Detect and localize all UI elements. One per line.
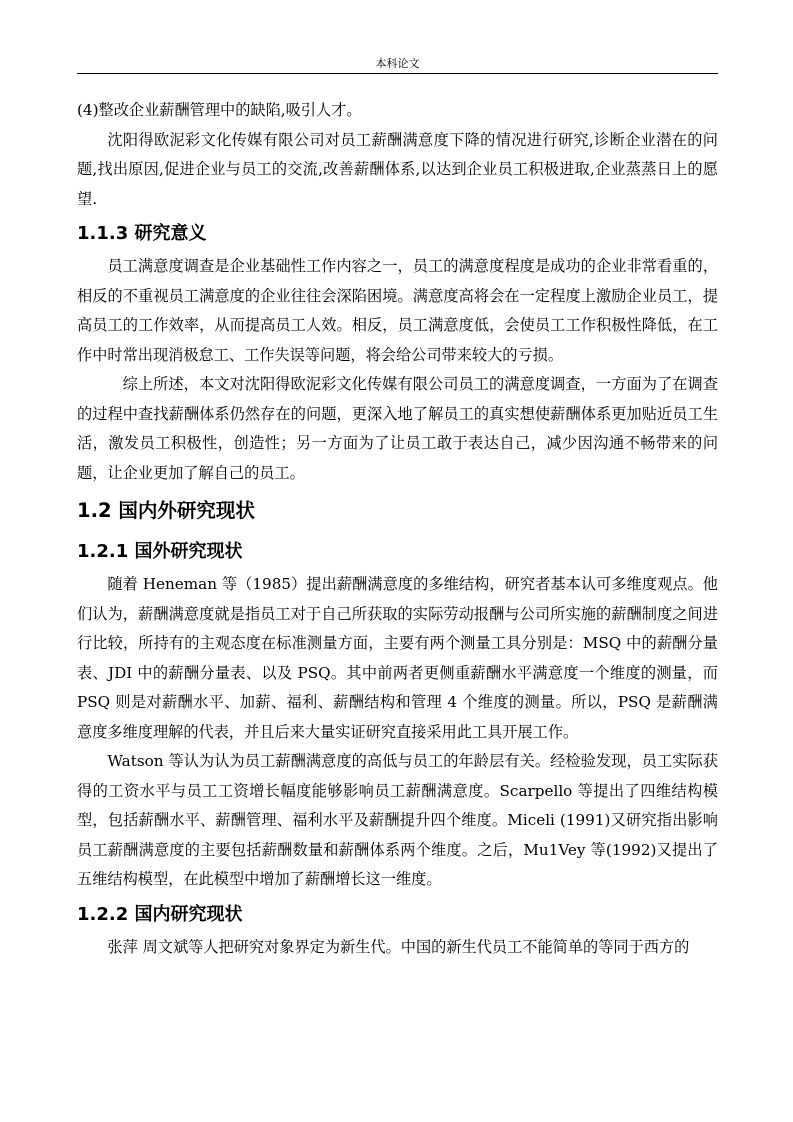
paragraph-domestic-research: 张萍 周文斌等人把研究对象界定为新生代。中国的新生代员工不能简单的等同于西方的 bbox=[107, 937, 690, 956]
paragraph-item-4: (4)整改企业薪酬管理中的缺陷,吸引人才。 bbox=[77, 101, 362, 119]
heading-1-2-1: 1.2.1 国外研究现状 bbox=[77, 541, 243, 562]
header-rule bbox=[77, 73, 718, 74]
page-header: 本科论文 bbox=[375, 57, 420, 70]
paragraph-foreign-research-1: 随着 Heneman 等（1985）提出薪酬满意度的多维结构，研究者基本认可多维度观点。他们认为，薪酬满意度就是指员工对于自己所获取的实际劳动报酬与公司所实施的薪酬制度之间进行比较，所持有的主观态度在标准测量方面，主要有两个测量工具分别是：MSQ 中的薪酬分量表、JDI 中的薪酬分量表、以及 PSQ。其中前两者更侧重薪酬水平满意度一个维度的测量，而 PSQ 则是对薪酬水平、加薪、福利、薪酬结构和管理 4 个维度的测量。所以，PSQ 是薪酬满意度多维度理解的代表，并且后来大量实证研究直接采用此工具开展工作。 bbox=[77, 575, 718, 741]
heading-1-1-3: 1.1.3 研究意义 bbox=[77, 223, 207, 244]
paragraph-research-purpose: 沈阳得欧泥彩文化传媒有限公司对员工薪酬满意度下降的情况进行研究,诊断企业潜在的问题,找出原因,促进企业与员工的交流,改善薪酬体系,以达到企业员工积极进取,企业蒸蒸日上的愿望. bbox=[77, 130, 718, 208]
heading-1-2: 1.2 国内外研究现状 bbox=[77, 499, 255, 522]
paragraph-significance: 员工满意度调查是企业基础性工作内容之一，员工的满意度程度是成功的企业非常看重的，相反的不重视员工满意度的企业往往会深陷困境。满意度高将会在一定程度上激励企业员工，提高员工的工作效率，从而提高员工人效。相反，员工满意度低，会使员工工作积极性降低，在工作中时常出现消极怠工、工作失误等问题，将会给公司带来较大的亏损。 bbox=[77, 257, 718, 364]
document-body bbox=[77, 96, 718, 962]
heading-1-2-2: 1.2.2 国内研究现状 bbox=[77, 903, 243, 925]
paragraph-summary: 综上所述，本文对沈阳得欧泥彩文化传媒有限公司员工的满意度调查，一方面为了在调查的过程中查找薪酬体系仍然存在的问题，更深入地了解员工的真实想使薪酬体系更加贴近员工生活，激发员工积极性，创造性；另一方面为了让员工敢于表达自己，减少因沟通不畅带来的问题，让企业更加了解自己的员工。 bbox=[77, 375, 718, 482]
paragraph-foreign-research-2: Watson 等认为认为员工薪酬满意度的高低与员工的年龄层有关。经检验发现，员工实际获得的工资水平与员工工资增长幅度能够影响员工薪酬满意度。Scarpello 等提出了四维结构模型，包括薪酬水平、薪酬管理、福利水平及薪酬提升四个维度。Miceli (1991)又研究指出影响员工薪酬满意度的主要包括薪酬数量和薪酬体系两个维度。之后，Mu1Vey 等(1992)又提出了五维结构模型，在此模型中增加了薪酬增长这一维度。 bbox=[77, 752, 718, 888]
